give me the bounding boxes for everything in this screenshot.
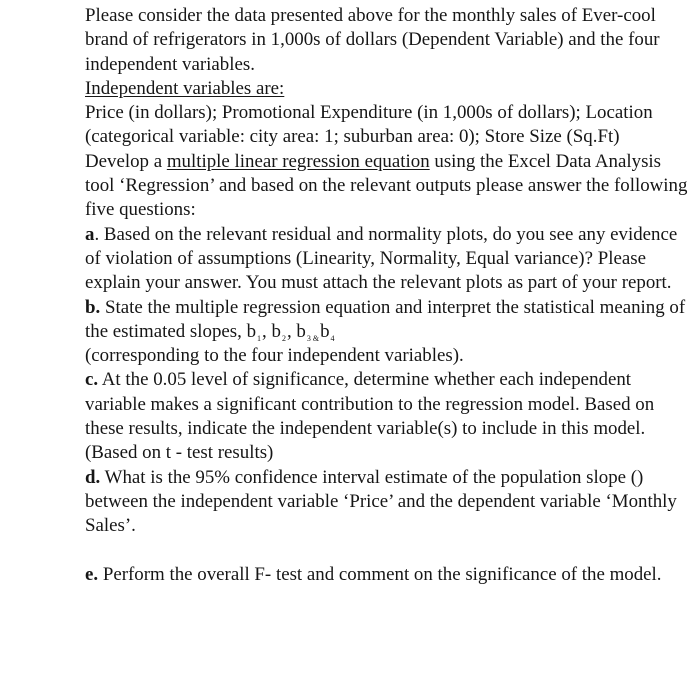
slope-b3: $b_{3 \&}$ xyxy=(296,320,320,343)
develop-text-start: Develop a xyxy=(85,150,167,172)
question-b-label: b. xyxy=(85,296,101,318)
question-a-label: a xyxy=(85,223,95,245)
question-e-label: e. xyxy=(85,563,99,585)
question-d xyxy=(85,466,691,539)
develop-text-end: using the Excel Data Analysis tool ‘Regression’ and based on the relevant outputs please answer the following five questions: xyxy=(85,150,688,221)
question-a-text: . Based on the relevant residual and normality plots, do you see any evidence of violation of assumptions (Linearity, Normality, Equal variance)? Please explain your answer. You must attach the relevant plots as part of your report. xyxy=(85,223,678,294)
question-b-text-end: (corresponding to the four independent variables). xyxy=(85,345,464,367)
question-c-text: At the 0.05 level of significance, determine whether each independent variable makes a significant contribution to the regression model. Based on these results, indicate the independent variable(s) to include in this model. (Based on t - test results) xyxy=(85,369,655,464)
question-c-label: c. xyxy=(85,369,99,391)
question-e-text: Perform the overall F- test and comment on the significance of the model. xyxy=(98,563,662,585)
intro-paragraph: Please consider the data presented above for the monthly sales of Ever-cool brand of refrigerators in 1,000s of dollars (Dependent Variable) and the four independent variables. xyxy=(85,5,660,75)
regression-term: multiple linear regression equation xyxy=(166,150,430,172)
question-d-label: d. xyxy=(85,466,101,488)
blank-line xyxy=(85,539,691,563)
question-b-text: State the multiple regression equation and interpret the statistical meaning of the estimated slopes, xyxy=(85,296,686,342)
question-b: b. State the multiple regression equation and interpret the statistical meaning of the estimated slopes, $b_1$, $b_2$, $b_{3 \&}b_4$ (corresponding to the four independent variables). xyxy=(85,296,686,367)
variables-list: Price (in dollars); Promotional Expenditure (in 1,000s of dollars); Location (categorical variable: city area: 1; suburban area: 0); Store Size (Sq.Ft) xyxy=(85,102,653,148)
independent-variables-heading: Independent variables are: xyxy=(85,77,285,99)
question-e xyxy=(85,563,691,587)
slope-b1: $b_1$ xyxy=(246,320,262,343)
document-body xyxy=(85,4,691,587)
question-a xyxy=(85,223,691,296)
develop-instruction xyxy=(85,150,691,223)
question-d-text: What is the 95% confidence interval estimate of the population slope () between the independent variable ‘Price’ and the dependent variable ‘Monthly Sales’. xyxy=(85,466,677,537)
slope-b2: $b_2$ xyxy=(271,320,286,343)
question-c xyxy=(85,368,691,465)
slope-b4: $b_4$ xyxy=(320,320,335,343)
